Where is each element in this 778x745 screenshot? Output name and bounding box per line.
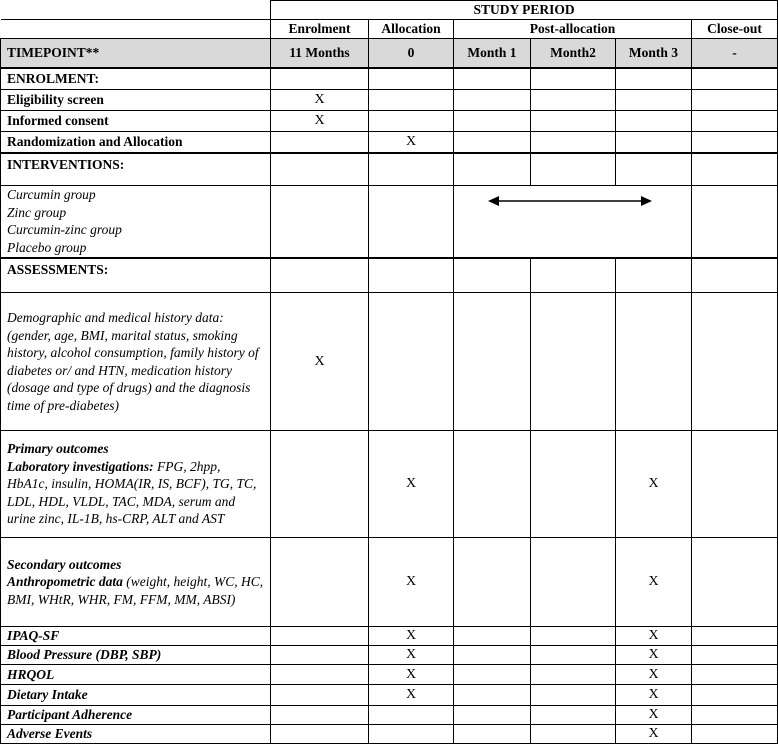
mark-cell	[271, 431, 369, 538]
timepoint-label: TIMEPOINT**	[1, 39, 271, 68]
intervention-group: Zinc group	[7, 204, 67, 220]
mark-cell	[271, 627, 369, 646]
mark-cell: X	[616, 685, 692, 706]
primary-sub-text: FPG, 2hpp, HbA1c, insulin, HOMA(IR, IS, BCF), TG, TC, LDL, HDL, VLDL, TAC, MDA, serum and urine zinc, IL-1B, hs-CRP, ALT and AST	[7, 458, 257, 527]
row-label: Dietary Intake	[1, 685, 271, 706]
mark-cell	[271, 665, 369, 685]
row-label: Informed consent	[1, 111, 271, 132]
interventions-heading: INTERVENTIONS:	[1, 153, 271, 186]
study-period-heading: STUDY PERIOD	[271, 1, 778, 20]
mark-cell	[531, 293, 616, 431]
primary-sub-title: Laboratory investigations:	[7, 458, 154, 474]
mark-cell	[454, 706, 531, 725]
mark-cell	[454, 538, 531, 627]
mark-cell	[271, 132, 369, 153]
mark-cell	[271, 538, 369, 627]
mark-cell	[454, 685, 531, 706]
mark-cell: X	[616, 538, 692, 627]
row-label: IPAQ-SF	[1, 627, 271, 646]
intervention-group: Placebo group	[7, 239, 87, 255]
mark-cell: X	[271, 111, 369, 132]
mark-cell: X	[369, 665, 454, 685]
row-label: Adverse Events	[1, 725, 271, 744]
timepoint-cell: -	[692, 39, 778, 68]
secondary-outcomes	[1, 538, 271, 627]
row-label: Eligibility screen	[1, 90, 271, 111]
timepoint-cell: Month 3	[616, 39, 692, 68]
mark-cell	[369, 90, 454, 111]
phase-enrolment: Enrolment	[271, 20, 369, 39]
timepoint-cell: Month2	[531, 39, 616, 68]
mark-cell	[454, 111, 531, 132]
primary-outcomes-title: Primary outcomes	[7, 441, 109, 457]
mark-cell	[531, 132, 616, 153]
row-label: Participant Adherence	[1, 706, 271, 725]
mark-cell	[692, 646, 778, 665]
mark-cell: X	[369, 538, 454, 627]
mark-cell	[531, 431, 616, 538]
mark-cell	[531, 706, 616, 725]
mark-cell	[692, 706, 778, 725]
mark-cell: X	[271, 293, 369, 431]
assessments-heading: ASSESSMENTS:	[1, 258, 271, 293]
mark-cell	[531, 665, 616, 685]
mark-cell	[531, 90, 616, 111]
demographic-text: Demographic and medical history data: (gender, age, BMI, marital status, smoking history, alcohol consumption, family history of diabetes or/ and HTN, medication history (dosage and type of drugs) and the diagnosis time of pre-diabetes)	[1, 293, 271, 431]
mark-cell	[692, 293, 778, 431]
phase-allocation: Allocation	[369, 20, 454, 39]
primary-outcomes	[1, 431, 271, 538]
timepoint-cell: Month 1	[454, 39, 531, 68]
mark-cell	[531, 538, 616, 627]
mark-cell	[369, 293, 454, 431]
mark-cell: X	[616, 665, 692, 685]
mark-cell	[454, 646, 531, 665]
row-label: Randomization and Allocation	[1, 132, 271, 153]
row-label: HRQOL	[1, 665, 271, 685]
mark-cell: X	[369, 685, 454, 706]
mark-cell	[369, 111, 454, 132]
double-arrow-icon	[454, 186, 692, 258]
mark-cell	[692, 111, 778, 132]
intervention-groups	[1, 186, 271, 258]
mark-cell: X	[369, 646, 454, 665]
phase-close-out: Close-out	[692, 20, 778, 39]
mark-cell: X	[616, 627, 692, 646]
mark-cell	[531, 646, 616, 665]
intervention-span	[454, 186, 692, 258]
mark-cell	[454, 627, 531, 646]
mark-cell	[454, 293, 531, 431]
mark-cell	[369, 725, 454, 744]
mark-cell	[454, 132, 531, 153]
header-blank-cell	[1, 1, 271, 20]
timepoint-cell: 11 Months	[271, 39, 369, 68]
mark-cell	[692, 132, 778, 153]
phase-post-allocation: Post-allocation	[454, 20, 692, 39]
mark-cell	[692, 725, 778, 744]
secondary-outcomes-title: Secondary outcomes	[7, 556, 122, 572]
mark-cell	[531, 627, 616, 646]
row-label: Blood Pressure (DBP, SBP)	[1, 646, 271, 665]
intervention-group: Curcumin group	[7, 187, 96, 203]
mark-cell	[271, 725, 369, 744]
mark-cell	[692, 685, 778, 706]
mark-cell	[692, 431, 778, 538]
mark-cell: X	[616, 431, 692, 538]
mark-cell: X	[616, 706, 692, 725]
mark-cell	[692, 538, 778, 627]
mark-cell	[454, 665, 531, 685]
mark-cell: X	[616, 646, 692, 665]
secondary-sub-title: Anthropometric data	[7, 574, 123, 590]
mark-cell: X	[616, 725, 692, 744]
mark-cell	[454, 90, 531, 111]
mark-cell	[692, 90, 778, 111]
mark-cell	[692, 627, 778, 646]
mark-cell: X	[369, 431, 454, 538]
mark-cell	[616, 90, 692, 111]
mark-cell	[616, 111, 692, 132]
mark-cell	[454, 725, 531, 744]
mark-cell	[616, 132, 692, 153]
mark-cell	[531, 111, 616, 132]
mark-cell	[271, 646, 369, 665]
enrolment-heading: ENROLMENT:	[1, 68, 271, 90]
mark-cell: X	[271, 90, 369, 111]
mark-cell	[531, 685, 616, 706]
mark-cell	[616, 293, 692, 431]
timepoint-cell: 0	[369, 39, 454, 68]
mark-cell	[454, 431, 531, 538]
mark-cell	[531, 725, 616, 744]
mark-cell	[369, 706, 454, 725]
mark-cell	[271, 685, 369, 706]
mark-cell: X	[369, 132, 454, 153]
intervention-group: Curcumin-zinc group	[7, 222, 122, 238]
mark-cell	[271, 706, 369, 725]
mark-cell	[692, 665, 778, 685]
header-blank-cell-2	[1, 20, 271, 39]
mark-cell: X	[369, 627, 454, 646]
secondary-sub-text: (weight, height, WC, HC, BMI, WHtR, WHR, FM, FFM, MM, ABSI)	[7, 574, 264, 607]
